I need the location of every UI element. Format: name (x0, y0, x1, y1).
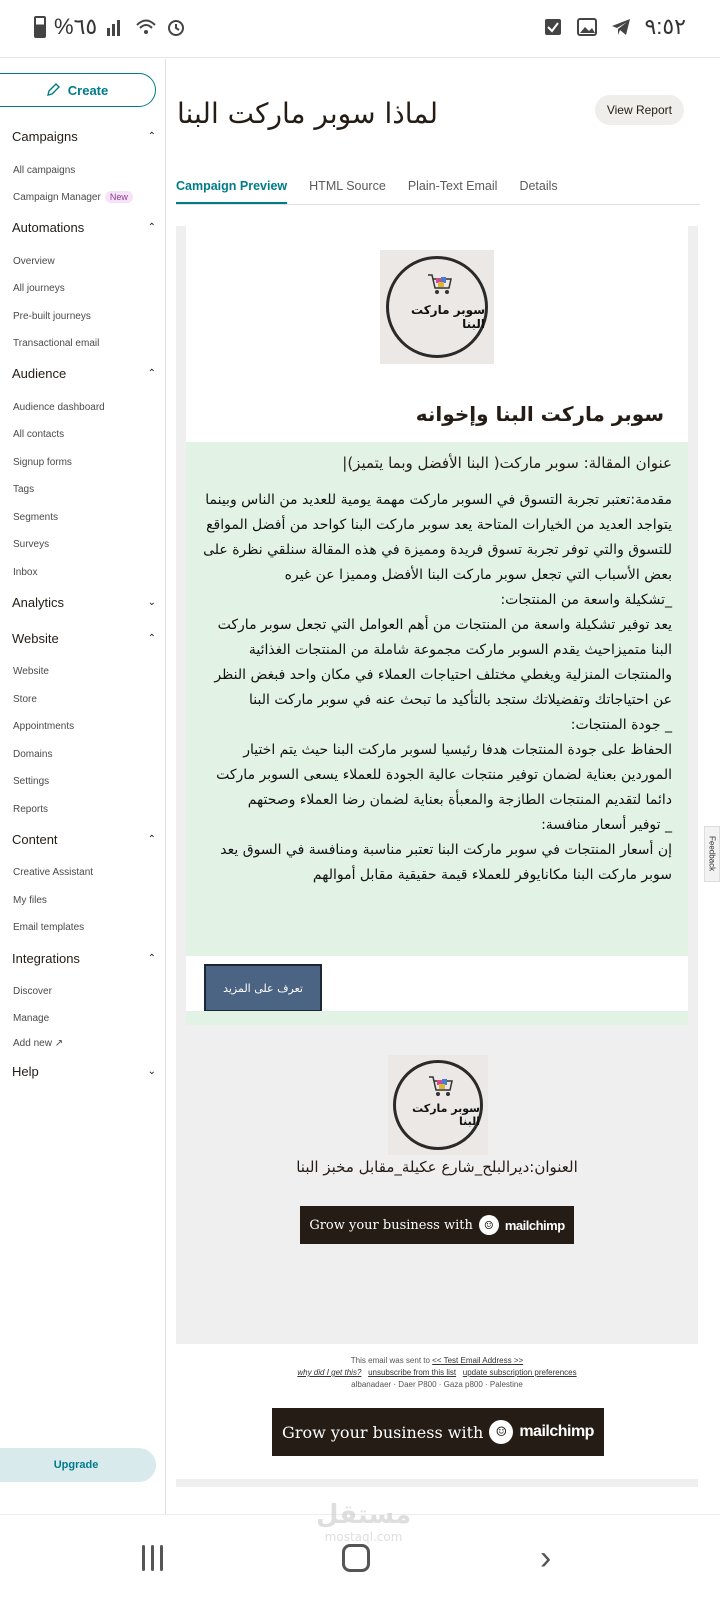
cart-icon (428, 1075, 454, 1097)
sidebar-item-creative-assistant[interactable]: Creative Assistant (13, 867, 94, 878)
section-label: Integrations (12, 951, 80, 966)
divider-strip (186, 1011, 688, 1025)
article-paragraph: مقدمة:تعتبر تجربة التسوق في السوبر ماركت مهمة يومية للعديد من الناس وبينما يتواجد العديد من الخيارات المتاحة يعد سوبر ماركت البنا كواحد من أفضل المواقع للتسوق والتي توفر تجربة تسوق فريدة ومميزة في هذه المقالة سنلقي نظرة على بعض الأسباب التي تجعل سوبر ماركت البنا الأفضل ومميزا عن غيره (203, 492, 672, 583)
sidebar-section-audience[interactable] (12, 366, 156, 381)
bottom-strip (176, 1479, 698, 1487)
article-body (202, 488, 672, 888)
sidebar-item-signup-forms[interactable]: Signup forms (13, 457, 72, 468)
section-label: Audience (12, 366, 67, 381)
section-label: Website (12, 631, 59, 646)
sidebar-item-appointments[interactable]: Appointments (13, 721, 75, 732)
sidebar-item-settings[interactable]: Settings (13, 776, 50, 787)
sidebar-section-automations[interactable] (12, 220, 156, 235)
mc-brand: mailchimp (519, 1423, 594, 1440)
unsubscribe-link[interactable]: unsubscribe from this list (368, 1368, 457, 1377)
status-bar (0, 0, 720, 58)
watermark-line2: mostaql.com (324, 1530, 403, 1544)
create-button[interactable] (0, 73, 156, 107)
sidebar-section-analytics[interactable] (12, 595, 156, 610)
back-button[interactable]: › (540, 1539, 552, 1577)
sidebar-item-tags[interactable]: Tags (13, 484, 35, 495)
store-logo (380, 250, 494, 364)
tab-bar (176, 179, 700, 205)
chevron-up-icon: ⌃ (147, 131, 156, 142)
item-label: Campaign Manager (13, 192, 101, 203)
logo-ring (386, 256, 488, 358)
mc-brand: mailchimp (504, 1217, 565, 1233)
section-label: Campaigns (12, 129, 78, 144)
sidebar (0, 59, 166, 1514)
sidebar-item-store[interactable]: Store (13, 694, 37, 705)
page-title: لماذا سوبر ماركت البنا (177, 97, 438, 130)
learn-more-button[interactable]: تعرف على المزيد (204, 964, 322, 1012)
sidebar-section-integrations[interactable] (12, 951, 156, 966)
sidebar-item-manage[interactable]: Manage (13, 1013, 50, 1024)
sidebar-section-website[interactable] (12, 631, 156, 646)
status-left (34, 14, 187, 40)
sidebar-item-inbox[interactable]: Inbox (13, 567, 38, 578)
upgrade-button[interactable]: Upgrade (0, 1448, 156, 1482)
mc-text: Grow your business with (282, 1422, 484, 1442)
section-label: Content (12, 832, 58, 847)
wifi-icon (135, 16, 157, 38)
test-address-link[interactable]: << Test Email Address >> (432, 1356, 524, 1365)
sidebar-section-content[interactable] (12, 832, 156, 847)
section-label: Help (12, 1064, 39, 1079)
mailchimp-badge-large[interactable] (272, 1408, 604, 1456)
sidebar-item-my-files[interactable]: My files (13, 895, 47, 906)
sent-to-line (176, 1355, 698, 1367)
email-footer (176, 1355, 698, 1391)
battery-icon (34, 16, 46, 38)
tab-campaign-preview[interactable]: Campaign Preview (176, 179, 287, 204)
main-content (167, 59, 720, 1514)
tab-html-source[interactable]: HTML Source (309, 179, 386, 193)
chevron-up-icon: ⌃ (147, 834, 156, 845)
article-paragraph: الحفاظ على جودة المنتجات هدفا رئيسيا لسوبر ماركت البنا حيث يتم اختيار الموردين بعناية لضمان توفير منتجات عالية الجودة للعملاء يسعى السوبر ماركت دائما لتقديم المنتجات الطازجة والمعبأة بعناية لضمان رضا العملاء وصحتهم (216, 742, 672, 808)
sidebar-item-all-campaigns[interactable]: All campaigns (13, 165, 76, 176)
chevron-down-icon: ⌄ (147, 597, 156, 608)
sidebar-item-email-templates[interactable]: Email templates (13, 922, 85, 933)
section-label: Automations (12, 220, 85, 235)
cart-icon (427, 273, 453, 295)
store-address: العنوان:ديرالبلح_شارع عكيلة_مقابل مخبز البنا (296, 1158, 578, 1176)
footer-store-logo (388, 1055, 488, 1155)
chevron-down-icon: ⌄ (147, 1066, 156, 1077)
article-paragraph: إن أسعار المنتجات في سوبر ماركت البنا تعتبر مناسبة ومنافسة في السوق يعد سوبر ماركت البنا مكانايوفر للعملاء قيمة حقيقية مقابل أموالهم (220, 842, 672, 883)
sidebar-section-help[interactable] (12, 1064, 156, 1079)
create-label: Create (67, 82, 109, 98)
logo-text: سوبر ماركت البنا (411, 303, 485, 331)
external-link-icon: ↗ (54, 1038, 64, 1049)
article-paragraph: _تشكيلة واسعة من المنتجات: (500, 592, 672, 608)
sidebar-item-discover[interactable]: Discover (13, 986, 52, 997)
sidebar-section-campaigns[interactable] (12, 129, 156, 144)
logo-text: سوبر ماركت البنا (412, 1102, 480, 1128)
new-badge: New (105, 191, 133, 203)
logo-ring (393, 1060, 483, 1150)
sidebar-item-add-new[interactable] (13, 1038, 63, 1049)
gallery-notification-icon (576, 16, 598, 38)
watermark (316, 1500, 411, 1544)
mailchimp-badge[interactable] (300, 1206, 574, 1244)
watermark-line1: مستقل (316, 1500, 412, 1530)
why-link[interactable]: why did I get this? (297, 1368, 362, 1377)
telegram-icon (610, 16, 632, 38)
article-paragraph: _ توفير أسعار منافسة: (541, 817, 672, 833)
home-button[interactable] (342, 1544, 370, 1572)
mc-text: Grow your business with (309, 1217, 473, 1233)
sent-to-text: This email was sent to (350, 1356, 430, 1365)
status-right (542, 14, 686, 40)
sidebar-item-domains[interactable]: Domains (13, 749, 53, 760)
article-paragraph: يعد توفير تشكيلة واسعة من المنتجات من أهم العوامل التي تجعل سوبر ماركت البنا متميزاحيث يقدم السوبر ماركت مجموعة شاملة من المنتجات الغذائية والمنتجات المنزلية ويغطي مختلف احتياجات العملاء في مكان واحد فبغض النظر عن احتياجاتك وتفضيلاتك ستجد بالتأكيد ما تبحث عنه في سوبر ماركت البنا (214, 617, 672, 708)
item-label: Add new (13, 1038, 52, 1049)
pencil-icon (46, 83, 60, 97)
sidebar-item-reports[interactable]: Reports (13, 804, 49, 815)
footer-links (176, 1367, 698, 1379)
section-label: Analytics (12, 595, 65, 610)
sidebar-item-all-journeys[interactable]: All journeys (13, 283, 65, 294)
sidebar-item-pre-built-journeys[interactable]: Pre-built journeys (13, 311, 91, 322)
chevron-up-icon: ⌃ (147, 633, 156, 644)
email-card (186, 240, 688, 1025)
preview-top-strip (186, 226, 688, 240)
article-paragraph: _ جودة المنتجات: (570, 717, 672, 733)
postal-address: albanadaer · Daer P800 · Gaza p800 · Palestine (351, 1380, 523, 1389)
sidebar-item-overview[interactable]: Overview (13, 256, 55, 267)
article-title: عنوان المقالة: سوبر ماركت( البنا الأفضل وبما يتميز)| (342, 454, 672, 472)
sidebar-item-segments[interactable]: Segments (13, 512, 59, 523)
signal-icon (105, 16, 127, 38)
sidebar-item-campaign-manager[interactable] (13, 191, 133, 203)
sidebar-item-all-contacts[interactable]: All contacts (13, 429, 65, 440)
update-preferences-link[interactable]: update subscription preferences (462, 1368, 577, 1377)
email-heading: سوبر ماركت البنا وإخوانه (415, 402, 664, 426)
sidebar-item-transactional-email[interactable]: Transactional email (13, 338, 100, 349)
sidebar-item-surveys[interactable]: Surveys (13, 539, 50, 550)
tab-plain-text-email[interactable]: Plain-Text Email (407, 179, 498, 193)
view-report-button[interactable]: View Report (595, 95, 684, 125)
chevron-up-icon: ⌃ (147, 222, 156, 233)
sidebar-item-audience-dashboard[interactable]: Audience dashboard (13, 402, 105, 413)
battery-percent: %٦٥ (54, 14, 98, 39)
chevron-up-icon: ⌃ (147, 953, 156, 964)
feedback-tab[interactable]: Feedback (704, 826, 720, 882)
sidebar-item-website[interactable]: Website (13, 666, 49, 677)
mailchimp-icon: ☺ (479, 1215, 499, 1235)
email-preview (176, 226, 698, 1344)
clock: ٩:٥٢ (644, 14, 686, 39)
alarm-icon (165, 16, 187, 38)
recent-apps-button[interactable] (142, 1545, 163, 1571)
article-block (186, 442, 688, 956)
chevron-up-icon: ⌃ (147, 368, 156, 379)
tab-details[interactable]: Details (519, 179, 558, 193)
mailchimp-icon: ☺ (489, 1420, 513, 1444)
checkbox-notification-icon (542, 16, 564, 38)
